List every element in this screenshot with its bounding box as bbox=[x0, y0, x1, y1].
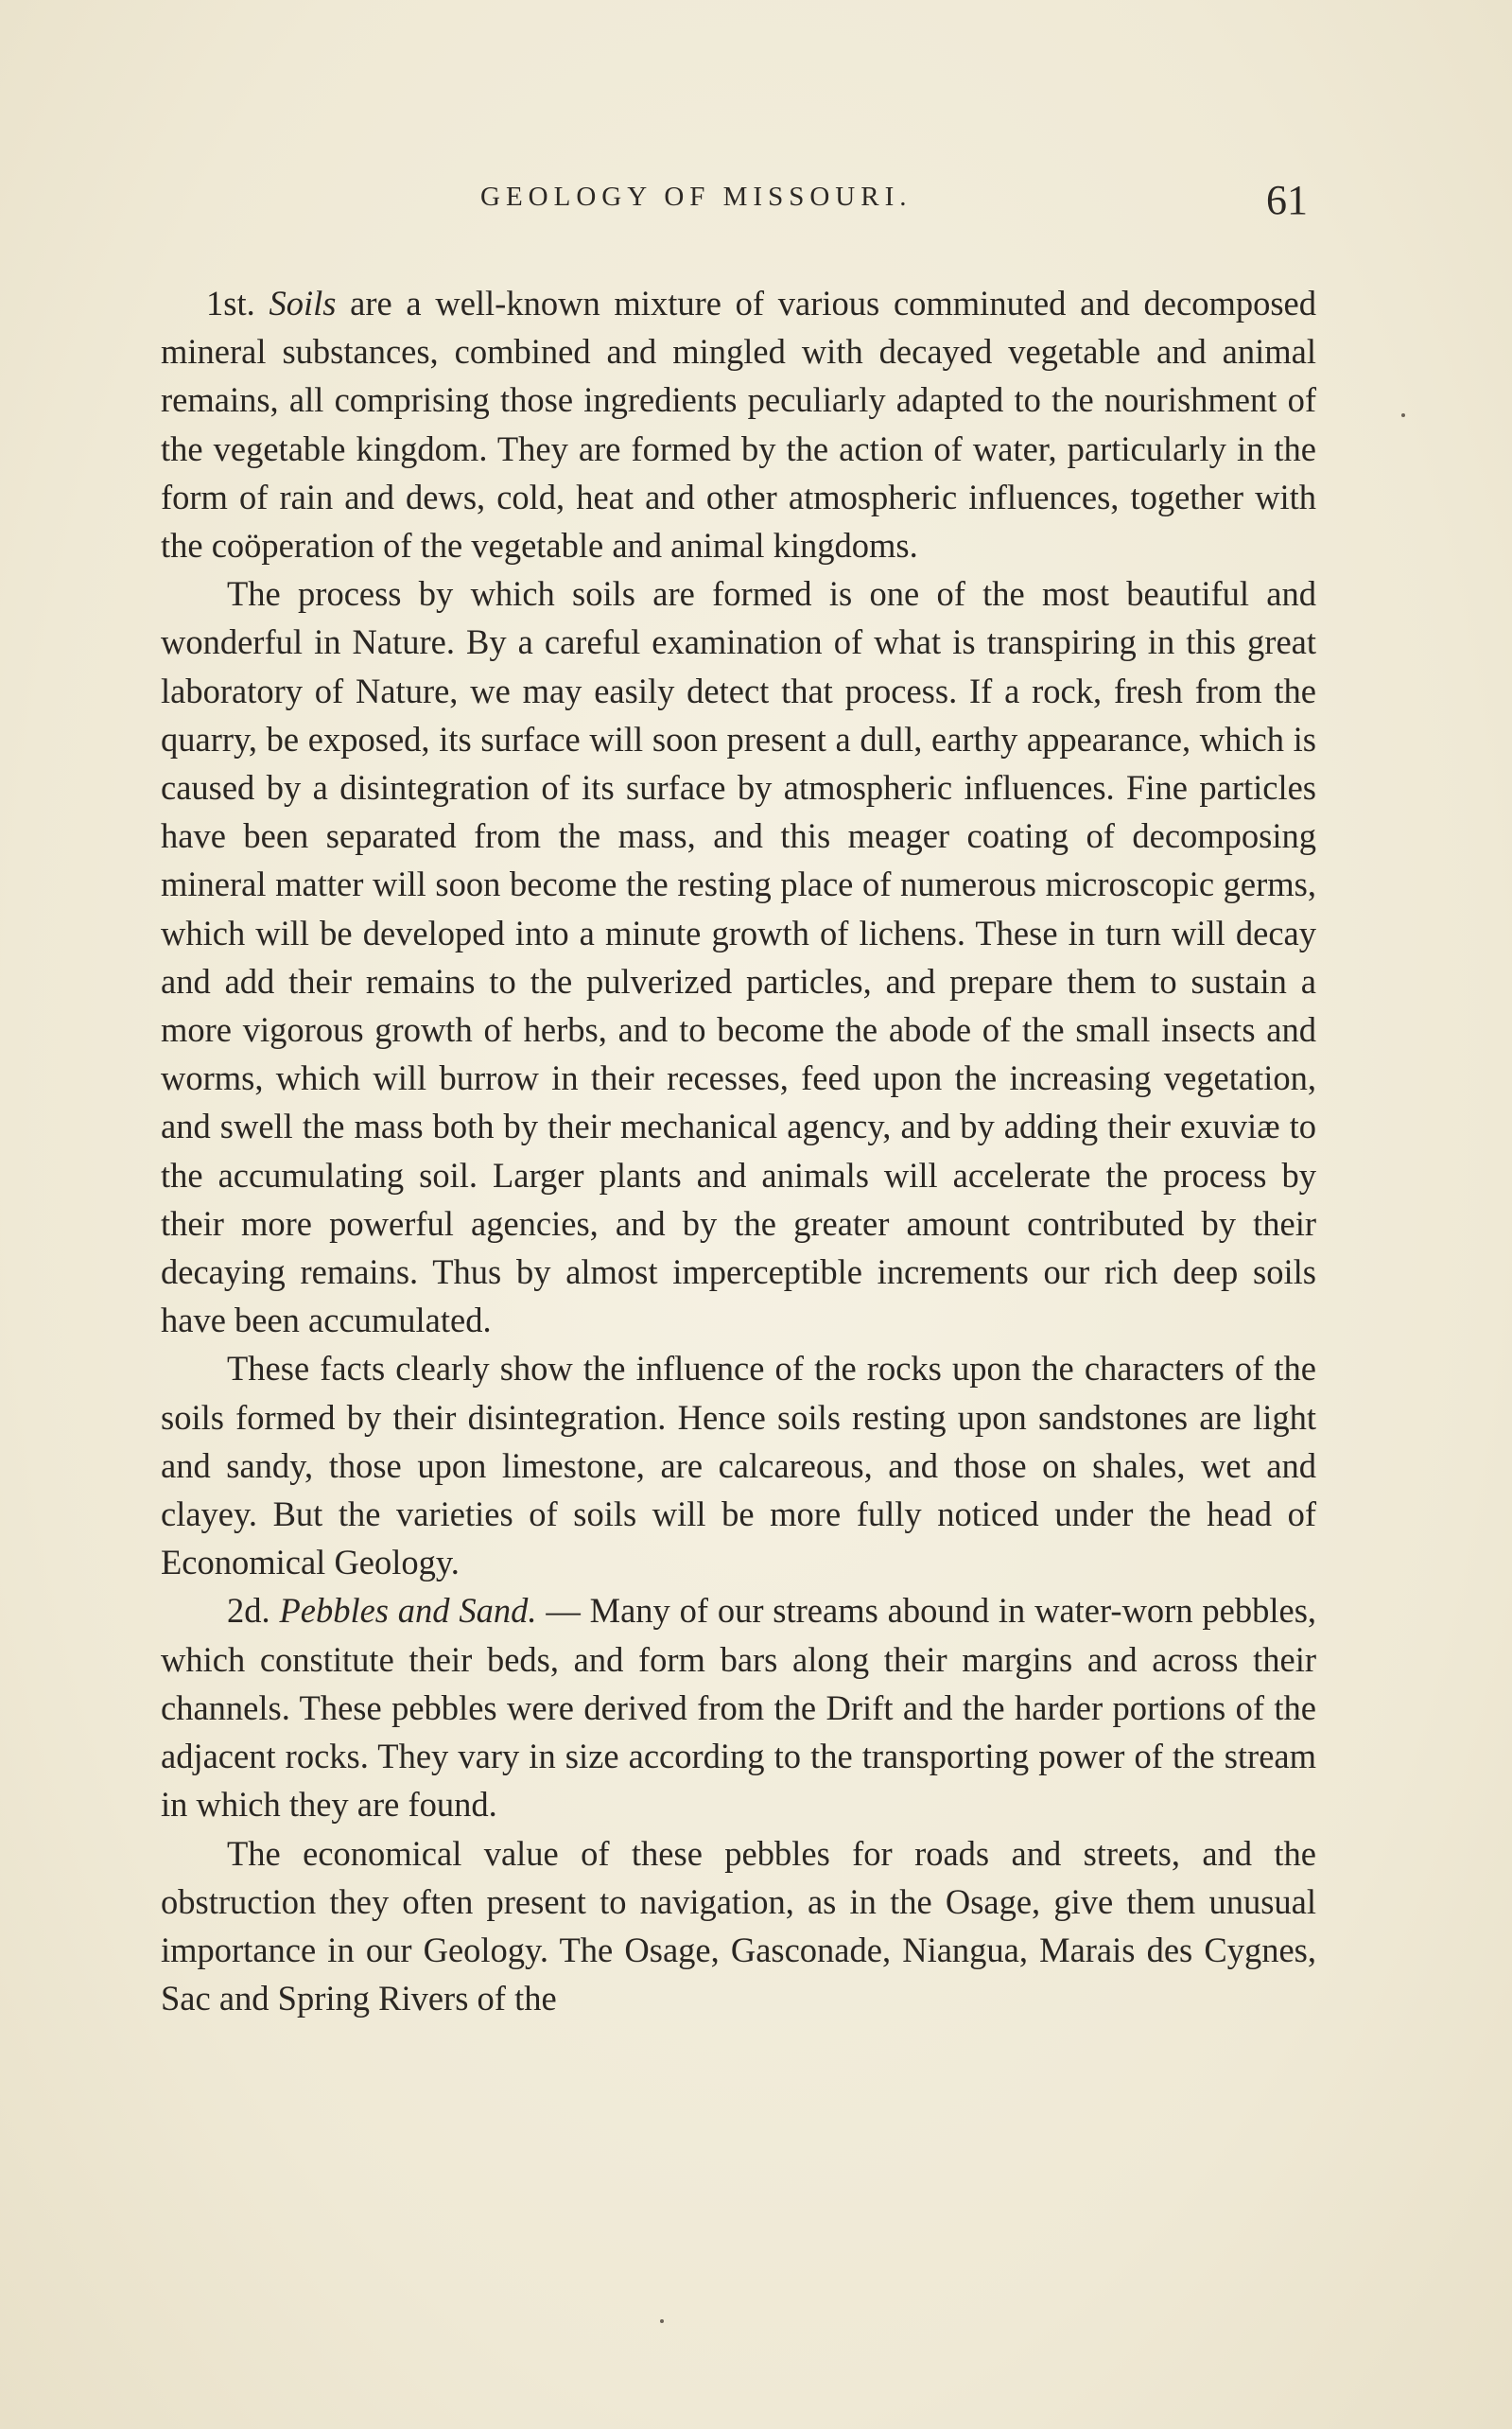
paragraph-text: are a well-known mixture of various comminuted and decomposed mineral substances, combined and mingled with decayed vegetable and animal remains, all comprising those ingredients peculiarly adapted to the nourishment of the vegetable kingdom. They are formed by the action of water, particularly in the form of rain and dews, cold, heat and other atmospheric influences, together with the coöperation of the vegetable and animal kingdoms. bbox=[161, 284, 1316, 566]
page-header bbox=[168, 177, 1341, 238]
section-number: 1st. bbox=[206, 284, 269, 323]
paragraph-text: — Many of our streams abound in water-worn pebbles, which constitute their beds, and form bars along their margins and across their channels. These pebbles were derived from the Drift and the harder portions of the adjacent rocks. They vary in size according to the transporting power of the stream in which they are found. bbox=[161, 1591, 1317, 1825]
paper-speck bbox=[1401, 413, 1405, 417]
section-term: Pebbles and Sand. bbox=[279, 1591, 537, 1631]
section-term: Soils bbox=[269, 284, 337, 323]
paper-speck bbox=[660, 2319, 664, 2323]
page-number: 61 bbox=[1266, 177, 1308, 223]
paragraph-pebble-value: The economical value of these pebbles for roads and streets, and the obstruction they often present to navigation, as in the Osage, give them unusual importance in our Geology. The Osage, Gasconade, Niangua, Marais des Cygnes, Sac and Spring Rivers of the bbox=[161, 1833, 1316, 2018]
paragraph-pebbles bbox=[161, 1586, 1316, 1828]
body-text bbox=[161, 279, 1316, 2022]
paragraph-rock-influence: These facts clearly show the influence of the rocks upon the characters of the soils formed by their disintegration. Hence soils resting upon sandstones are light and sandy, those upon limestone, are calcareous, and those on shales, wet and clayey. But the varieties of soils will be more fully noticed under the head of Economical Geology. bbox=[161, 1349, 1316, 1582]
running-head: GEOLOGY OF MISSOURI. bbox=[480, 182, 912, 212]
paragraph-soil-process: The process by which soils are formed is one of the most beautiful and wonderful in Nature. By a careful examination of what is transpiring in this great laboratory of Nature, we may easily detect that process. If a rock, fresh from the quarry, be exposed, its surface will soon present a dull, earthy appearance, which is caused by a disintegration of its surface by atmospheric influences. Fine particles have been separated from the mass, and this meager coating of decomposing mineral matter will soon become the resting place of numerous microscopic germs, which will be developed into a minute growth of lichens. These in turn will decay and add their remains to the pulverized particles, and prepare them to sustain a more vigorous growth of herbs, and to become the abode of the small insects and worms, which will burrow in their recesses, feed upon the increasing vegetation, and swell the mass both by their mechanical agency, and by adding their exuviæ to the accumulating soil. Larger plants and animals will accelerate the process by their more powerful agencies, and by the greater amount contributed by their decaying remains. Thus by almost imperceptible increments our rich deep soils have been accumulated. bbox=[161, 574, 1316, 1340]
section-number: 2d. bbox=[227, 1591, 280, 1631]
paragraph-soils bbox=[161, 279, 1316, 569]
